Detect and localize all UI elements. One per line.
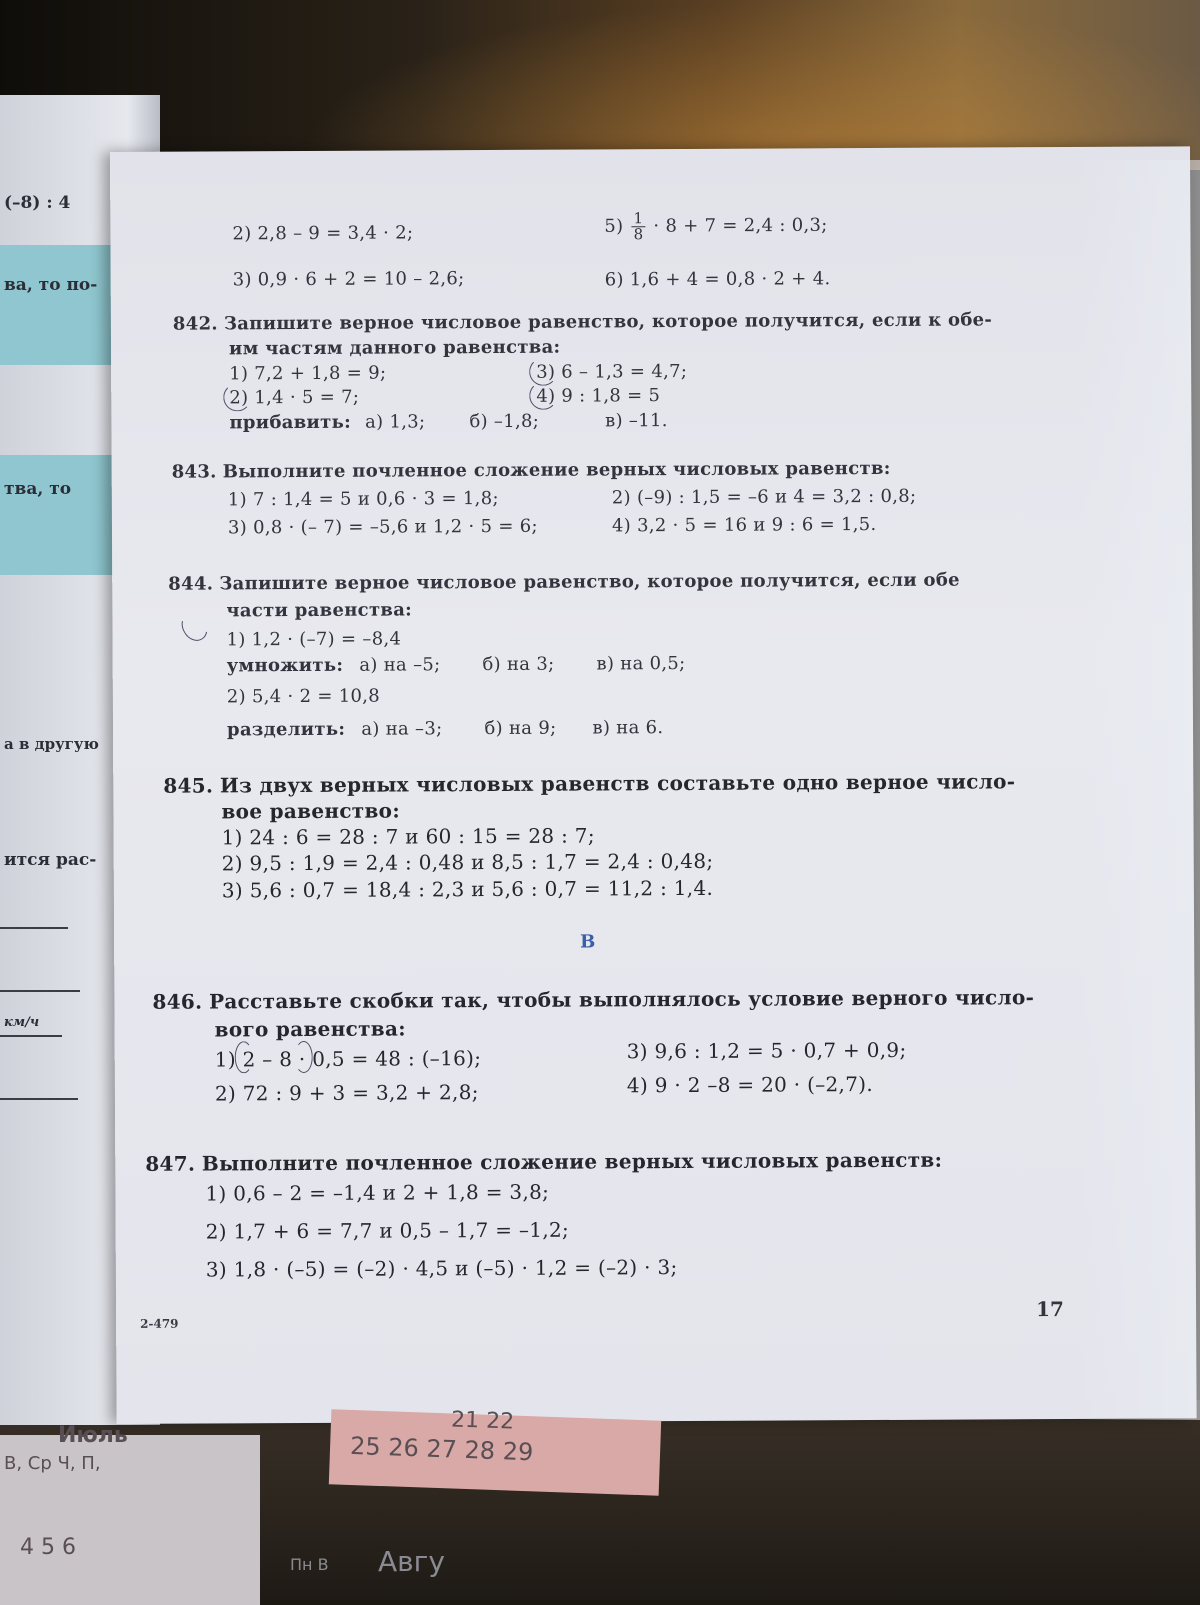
exercise-text: Выполните почленное сложение верных числовых равенств: <box>222 457 891 483</box>
left-page-line: ва, то по- <box>4 275 98 295</box>
pen-mark <box>295 1041 313 1073</box>
exercise-item: 3) 1,8 · (–5) = (–2) · 4,5 и (–5) · 1,2 = (–2) · 3; <box>205 1255 678 1282</box>
left-page-highlight-box <box>0 455 125 575</box>
left-page-line: тва, то <box>4 479 72 499</box>
exercise-item: 3) 9,6 : 1,2 = 5 · 0,7 + 0,9; <box>626 1037 907 1064</box>
exercise-item: 2) 1,7 + 6 = 7,7 и 0,5 – 1,7 = –1,2; <box>205 1217 570 1244</box>
item-prefix: 5) <box>604 215 624 237</box>
exercise-text: Расставьте скобки так, чтобы выполнялось условие верного число- <box>208 985 1035 1014</box>
exercise-item: 3) 0,8 · (– 7) = –5,6 и 1,2 · 5 = 6; <box>227 515 538 539</box>
exercise-options <box>227 717 663 740</box>
option-label: прибавить: <box>229 411 352 434</box>
option-label: разделить: <box>226 718 346 741</box>
left-page-line: ится рас- <box>4 850 97 870</box>
item-expression: · 8 + 7 = 2,4 : 0,3; <box>653 214 828 237</box>
fraction-denominator: 8 <box>633 225 644 244</box>
option: в) –11. <box>605 410 668 432</box>
exercise-options <box>229 410 667 433</box>
calendar-days: 25 26 27 28 29 <box>349 1431 534 1467</box>
exercise-text: части равенства: <box>226 599 413 622</box>
option: б) на 9; <box>484 717 557 740</box>
exercise-text: Запишите верное числовое равенство, которое получится, если к обе- <box>223 309 993 335</box>
option-label: умножить: <box>226 654 344 677</box>
exercise-text: Из двух верных числовых равенств составьте одно верное число- <box>219 769 1016 798</box>
exercise-842-heading <box>173 309 992 334</box>
pen-mark <box>235 1041 253 1073</box>
exercise-item: 2) 5,4 · 2 = 10,8 <box>226 685 381 708</box>
exercise-number: 843. <box>171 461 217 483</box>
calendar-pink-card <box>329 1409 661 1495</box>
exercise-number: 842. <box>172 313 219 335</box>
section-letter: В <box>580 931 596 953</box>
exercise-number: 844. <box>168 573 214 595</box>
exercise-text: Выполните почленное сложение верных числовых равенств: <box>201 1147 943 1176</box>
pen-mark <box>529 382 557 410</box>
exercise-item: 1) 7,2 + 1,8 = 9; <box>229 362 387 385</box>
exercise-item: 1) 0,6 – 2 = –1,4 и 2 + 1,8 = 3,8; <box>205 1179 550 1206</box>
exercise-item: 2) (–9) : 1,5 = –6 и 4 = 3,2 : 0,8; <box>611 485 917 509</box>
left-page-line: (–8) : 4 <box>4 193 71 213</box>
background-light <box>300 0 1200 170</box>
option: б) на 3; <box>482 653 555 676</box>
left-page-highlight-box <box>0 245 125 365</box>
left-page-rule <box>0 1098 78 1100</box>
exercise-item: 2) 9,5 : 1,9 = 2,4 : 0,48 и 8,5 : 1,7 = 2,4 : 0,48; <box>221 848 714 876</box>
calendar-days: 4 5 6 <box>20 1535 76 1560</box>
exercise-item: 3) 0,9 · 6 + 2 = 10 – 2,6; <box>232 268 465 291</box>
exercise-item: 6) 1,6 + 4 = 0,8 · 2 + 4. <box>604 268 831 291</box>
fraction-numerator: 1 <box>633 209 644 228</box>
option: а) на –5; <box>359 654 441 676</box>
exercise-item: 4) 9 : 1,8 = 5 <box>536 385 661 407</box>
exercise-text: вое равенство: <box>221 798 401 824</box>
exercise-text: Запишите верное числовое равенство, которое получится, если обе <box>219 569 960 595</box>
exercise-item: 1) 24 : 6 = 28 : 7 и 60 : 15 = 28 : 7; <box>221 823 595 850</box>
option: б) –1,8; <box>469 410 540 433</box>
calendar-month: Июль <box>58 1423 128 1448</box>
textbook-page <box>110 146 1197 1424</box>
left-page-line: а в другую <box>4 735 99 753</box>
exercise-item: 4) 9 · 2 –8 = 20 · (–2,7). <box>626 1072 874 1098</box>
exercise-item: 2) 1,4 · 5 = 7; <box>229 386 360 409</box>
pen-mark <box>177 608 213 646</box>
option: в) на 6. <box>592 717 664 739</box>
pen-mark <box>223 383 251 411</box>
fraction <box>631 211 645 242</box>
calendar-month: Авгу <box>378 1545 445 1578</box>
exercise-item: 1) 2 – 8 · 0,5 = 48 : (–16); <box>214 1046 482 1072</box>
option: а) 1,3; <box>365 411 426 433</box>
option: а) на –3; <box>361 718 443 740</box>
plastic-sleeve <box>1080 160 1200 1420</box>
exercise-text: вого равенства: <box>214 1016 406 1042</box>
exercise-number: 845. <box>163 773 214 798</box>
exercise-number: 847. <box>145 1151 196 1176</box>
exercise-843-heading <box>172 458 891 483</box>
exercise-844-heading <box>168 570 960 595</box>
left-page-rule <box>0 1035 62 1037</box>
exercise-item: 1) 7 : 1,4 = 5 и 0,6 · 3 = 1,8; <box>227 487 499 511</box>
exercise-options <box>227 653 686 676</box>
calendar-card <box>0 1423 260 1605</box>
calendar <box>0 1407 1200 1600</box>
exercise-item: 2) 72 : 9 + 3 = 3,2 + 2,8; <box>214 1080 479 1106</box>
left-page-rule <box>0 990 80 992</box>
calendar-days: 21 22 <box>450 1407 515 1435</box>
page-number: 17 <box>1036 1297 1064 1322</box>
option: в) на 0,5; <box>596 652 686 675</box>
exercise-847-heading <box>145 1148 942 1176</box>
exercise-item: 1) 1,2 · (–7) = –8,4 <box>226 628 402 651</box>
exercise-item: 4) 3,2 · 5 = 16 и 9 : 6 = 1,5. <box>611 513 877 537</box>
exercise-846-heading <box>152 985 1034 1014</box>
footer-code: 2-479 <box>140 1316 179 1331</box>
exercise-text: им частям данного равенства: <box>228 336 561 360</box>
exercise-item: 3) 5,6 : 0,7 = 18,4 : 2,3 и 5,6 : 0,7 = 11,2 : 1,4. <box>221 875 714 903</box>
exercise-845-heading <box>163 769 1015 797</box>
exercise-number: 846. <box>152 989 203 1014</box>
exercise-item-fraction <box>604 210 827 242</box>
calendar-weekdays: В, Ср Ч, П, <box>4 1453 101 1474</box>
exercise-item: 3) 6 – 1,3 = 4,7; <box>536 360 688 383</box>
exercise-item: 2) 2,8 – 9 = 3,4 · 2; <box>232 222 414 245</box>
left-page-rule <box>0 927 68 929</box>
left-page-line: км/ч <box>4 1015 40 1030</box>
calendar-small: Пн В <box>290 1555 329 1574</box>
